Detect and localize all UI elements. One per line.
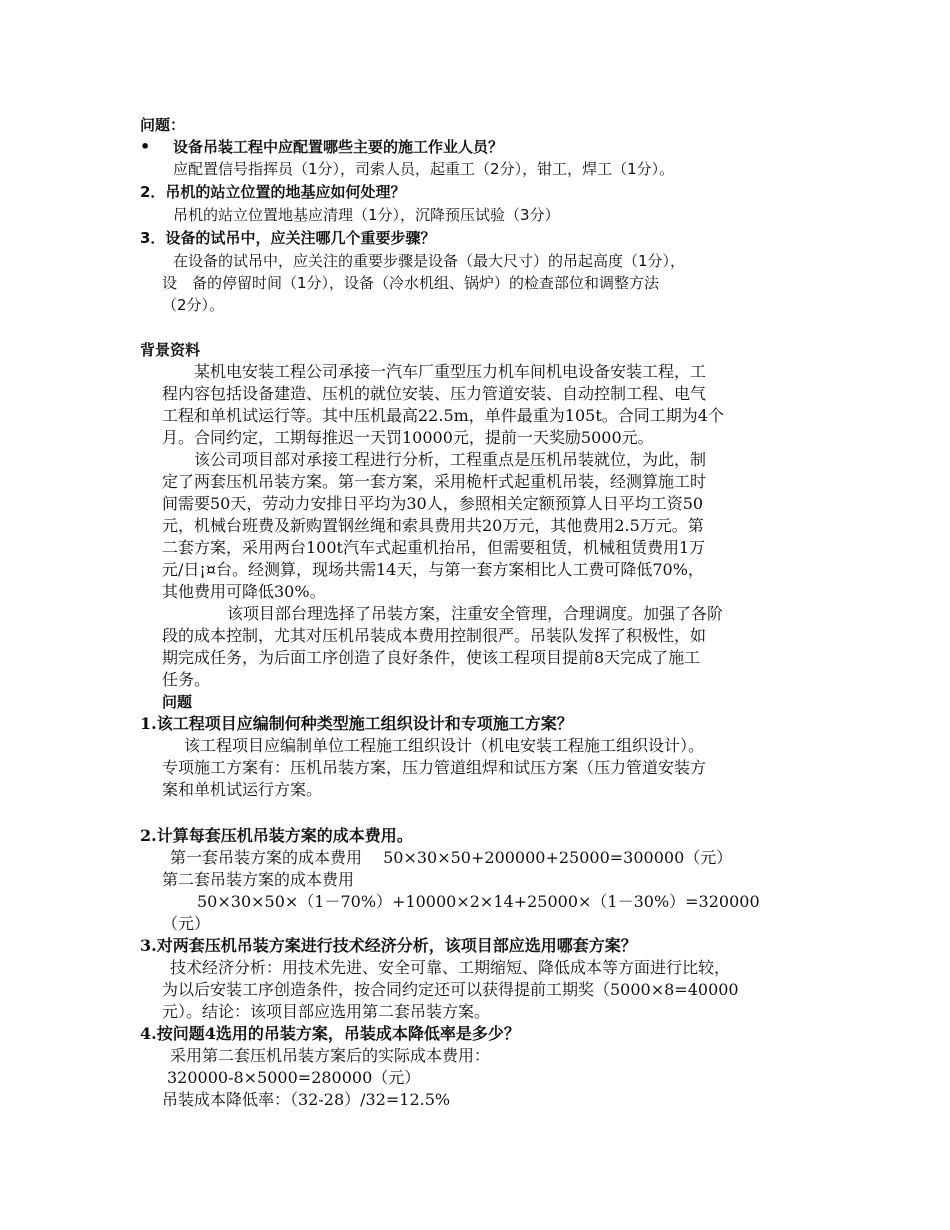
paragraph-line: 元/日¡¤台。经测算，现场共需14天，与第一套方案相比人工费可降低70%， <box>162 560 704 579</box>
bq2-answer-line: 50×30×50×（1－70%）+10000×2×14+25000×（1－30%）=320000 <box>197 892 760 911</box>
bq4-answer-line: 采用第二套压机吊装方案后的实际成本费用： <box>170 1046 491 1065</box>
paragraph-line: 月。合同约定，工期每推迟一天罚10000元，提前一天奖励5000元。 <box>162 428 654 447</box>
paragraph-line: 元，机械台班费及新购置钢丝绳和索具费用共20万元，其他费用2.5万元。第 <box>162 516 704 535</box>
bq4-answer-line: 吊装成本降低率：（32-28）/32=12.5% <box>162 1090 451 1109</box>
bq2-answer-line: （元） <box>162 914 211 933</box>
section1-heading: 问题： <box>140 116 186 134</box>
bq1-answer-line: 专项施工方案有：压机吊装方案，压力管道组焊和试压方案（压力管道安装方 <box>162 758 707 777</box>
q2-answer: 吊机的站立位置地基应清理（1分），沉降预压试验（3分） <box>173 206 560 224</box>
paragraph-line: 期完成任务，为后面工序创造了良好条件，使该工程项目提前8天完成了施工 <box>162 648 701 667</box>
paragraph-line: 该公司项目部对承接工程进行分析，工程重点是压机吊装就位，为此，制 <box>194 450 707 469</box>
problems-heading: 问题 <box>162 693 193 711</box>
paragraph-line: 任务。 <box>162 670 211 689</box>
bq2-question: 2.计算每套压机吊装方案的成本费用。 <box>140 826 413 845</box>
q3-answer-line: （2分）。 <box>162 296 225 314</box>
bq4-question: 4.按问题4选用的吊装方案，吊装成本降低率是多少？ <box>140 1024 520 1043</box>
bq2-answer-line: 第一套吊装方案的成本费用 50×30×50+200000+25000=300000（元） <box>170 848 733 867</box>
paragraph-line: 工程和单机试运行等。其中压机最高22.5m，单件最重为105t。合同工期为4个 <box>162 406 724 425</box>
bq1-answer-line: 案和单机试运行方案。 <box>162 780 323 799</box>
bq2-answer-line: 第二套吊装方案的成本费用 <box>162 870 355 889</box>
q1-question: 设备吊装工程中应配置哪些主要的施工作业人员？ <box>173 138 504 156</box>
bullet-icon: • <box>140 137 151 156</box>
paragraph-line: 某机电安装工程公司承接一汽车厂重型压力机车间机电设备安装工程，工 <box>194 362 707 381</box>
paragraph-line: 程内容包括设备建造、压机的就位安装、压力管道安装、自动控制工程、电气 <box>162 384 707 403</box>
bq3-question: 3.对两套压机吊装方案进行技术经济分析，该项目部应选用哪套方案？ <box>140 936 637 955</box>
q2-question: 2．吊机的站立位置的地基应如何处理？ <box>140 183 406 201</box>
bq4-answer-line: 320000-8×5000=280000（元） <box>167 1068 421 1087</box>
paragraph-line: 该项目部台理选择了吊装方案，注重安全管理，合理调度。加强了各阶 <box>227 604 724 623</box>
q3-answer-line: 在设备的试吊中，应关注的重要步骤是设备（最大尺寸）的吊起高度（1分）， <box>173 252 686 270</box>
bq3-answer-line: 技术经济分析：用技术先进、安全可靠、工期缩短、降低成本等方面进行比较， <box>170 958 731 977</box>
q3-question: 3．设备的试吊中，应关注哪几个重要步骤？ <box>140 229 436 247</box>
bq1-answer-line: 该工程项目应编制单位工程施工组织设计（机电安装工程施工组织设计）。 <box>184 736 705 755</box>
paragraph-line: 段的成本控制，尤其对压机吊装成本费用控制很严。吊装队发挥了积极性，如 <box>162 626 707 645</box>
paragraph-line: 其他费用可降低30%。 <box>162 582 326 601</box>
paragraph-line: 二套方案，采用两台100t汽车式起重机抬吊，但需要租赁，机械租赁费用1万 <box>162 538 706 557</box>
bq3-answer-line: 为以后安装工序创造条件，按合同约定还可以获得提前工期奖（5000×8=40000 <box>162 980 739 999</box>
q3-answer-line: 设 备的停留时间（1分），设备（冷水机组、锅炉）的检查部位和调整方法 <box>162 274 660 292</box>
background-heading: 背景资料 <box>140 341 201 359</box>
bq3-answer-line: 元）。结论：该项目部应选用第二套吊装方案。 <box>162 1002 491 1021</box>
q1-answer: 应配置信号指挥员（1分），司索人员，起重工（2分），钳工，焊工（1分）。 <box>173 160 675 178</box>
paragraph-line: 间需要50天，劳动力安排日平均为30人，参照相关定额预算人日平均工资50 <box>162 494 704 513</box>
paragraph-line: 定了两套压机吊装方案。第一套方案，采用桅杆式起重机吊装，经测算施工时 <box>162 472 707 491</box>
bq1-question: 1.该工程项目应编制何种类型施工组织设计和专项施工方案？ <box>140 714 573 733</box>
